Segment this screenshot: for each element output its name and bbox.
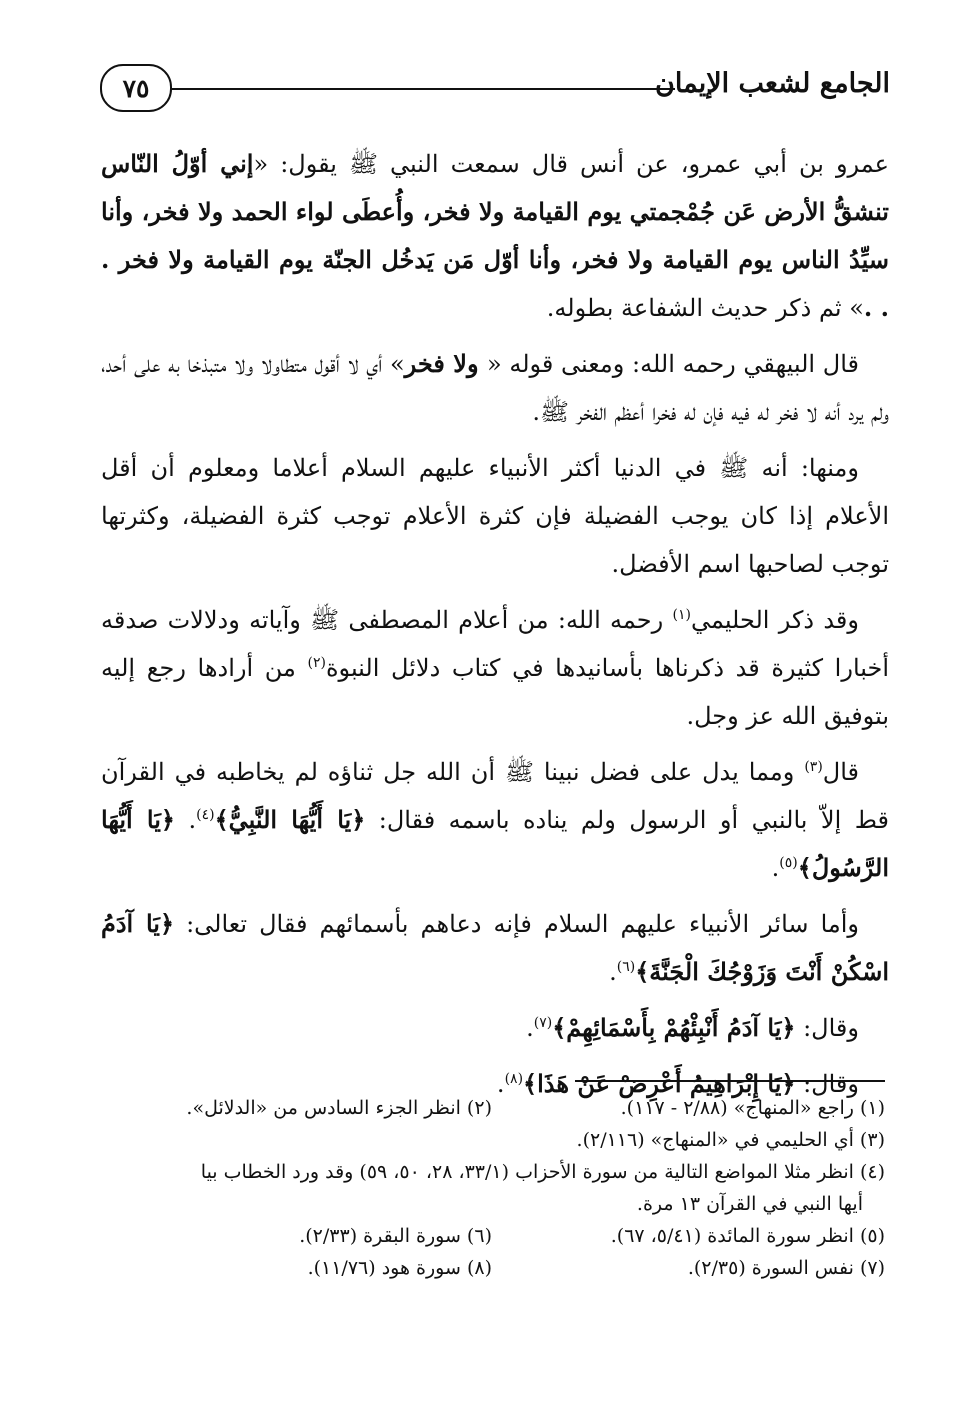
p6-end: . — [609, 958, 617, 986]
footnote-row-1 — [99, 1092, 885, 1124]
footnote-4-continued: أيها النبي في القرآن ١٣ مرة. — [636, 1193, 863, 1215]
p6-intro: وأما سائر الأنبياء عليهم السلام فإنه دعاهم بأسمائهم فقال تعالى: — [174, 910, 859, 938]
p4-end: من أرادها رجع إليه بتوفيق الله عز وجل. — [101, 654, 889, 730]
footnote-ref-4[interactable]: (٤) — [196, 807, 215, 823]
footnote-ref-3[interactable]: (٣) — [804, 759, 823, 775]
paragraph-4 — [101, 596, 889, 740]
footnote-1: (١) راجع «المنهاج» (٢/٨٨ - ١١٧). — [620, 1097, 885, 1119]
footnote-ref-6[interactable]: (٦) — [616, 959, 636, 975]
footnote-row-4 — [99, 1252, 885, 1284]
quran-verse-1: ﴿يَا أَيُّهَا النَّبِيُّ﴾ — [214, 805, 366, 834]
p1-intro: عمرو بن أبي عمرو، عن أنس قال سمعت النبي ﷺ يقول: « — [253, 150, 889, 178]
p3-text: ومنها: أنه ﷺ في الدنيا أكثر الأنبياء عليهم السلام أعلاما ومعلوم أن أقل الأعلام إذا كان يوجب الفضيلة فإن كثرة الأعلام توجب كثرة الفضيلة، وكثرتها توجب لصاحبها اسم الأفضل. — [101, 454, 889, 578]
quran-verse-4: ﴿يَا آدَمُ أَنْبِئْهُمْ بِأَسْمَائِهِمْ﴾ — [552, 1013, 796, 1042]
p5-end: . — [771, 854, 780, 882]
footnote-ref-5[interactable]: (٥) — [779, 855, 798, 871]
p7-intro: وقال: — [795, 1014, 859, 1042]
p4-intro: وقد ذكر الحليمي — [690, 606, 859, 634]
paragraph-2 — [101, 340, 889, 436]
footnotes — [99, 1092, 885, 1284]
paragraph-1 — [101, 140, 889, 332]
footnote-3: (٣) أي الحليمي في «المنهاج» (٢/١١٦). — [576, 1129, 885, 1151]
footnote-7: (٧) نفس السورة (٢/٣٥). — [687, 1257, 885, 1279]
p2-rest: » أي لا أقول متطاولا ولا متبذخا به على أحد، ولم يرد أنه لا فخر له فيه فإن له فخرا أعظم الفخر ﷺ. — [101, 350, 889, 426]
p1-outro: » ثم ذكر حديث الشفاعة بطوله. — [546, 294, 864, 322]
footnote-row-3 — [99, 1220, 885, 1252]
footnote-2: (٢) انظر الجزء السادس من «الدلائل». — [186, 1097, 492, 1119]
header-rule — [170, 88, 675, 90]
paragraph-6 — [101, 900, 889, 996]
footnote-separator — [575, 1080, 885, 1082]
paragraph-7 — [101, 1004, 889, 1052]
p8-intro: وقال: — [795, 1070, 859, 1098]
footnote-6: (٦) سورة البقرة (٢/٣٣). — [299, 1225, 492, 1247]
footnote-ref-1[interactable]: (١) — [672, 607, 691, 623]
running-title: الجامع لشعب الإيمان — [655, 68, 890, 99]
paragraph-3 — [101, 444, 889, 588]
p5-middle: ومما يدل على فضل نبينا ﷺ أن الله جل ثناؤه لم يخاطبه في القرآن قط إلاّ بالنبي أو الرسول ولم يناده باسمه فقال: — [101, 758, 889, 834]
p1-hadith: إني أوّلُ النّاس تنشقُّ الأرض عَن جُمْجمتي يوم القيامة ولا فخر، وأُعطَى لواء الحمد ولا فخر، وأنا سيِّدُ الناس يوم القيامة ولا فخر، وأنا أوّل مَن يَدخُل الجنّة يوم القيامة ولا فخر . . . — [101, 149, 889, 322]
footnote-ref-2[interactable]: (٢) — [307, 655, 326, 671]
p2-intro: قال البيهقي رحمه الله: ومعنى قوله « — [486, 350, 860, 378]
footnote-8: (٨) سورة هود (١١/٧٦). — [307, 1257, 492, 1279]
p4-middle: رحمه الله: من أعلام المصطفى ﷺ وآياته ودلالات صدقه أخبارا كثيرة قد ذكرناها بأسانيدها في كتاب دلائل النبوة — [101, 606, 889, 682]
p8-end: . — [496, 1070, 505, 1098]
p2-quote: ولا فخر — [404, 349, 487, 378]
p5-separator: . — [174, 806, 197, 834]
page-number-text: ٧٥ — [122, 73, 150, 103]
footnote-5: (٥) انظر سورة المائدة (٥/٤١، ٦٧). — [610, 1225, 885, 1247]
footnote-4: (٤) انظر مثلا المواضع التالية من سورة الأحزاب (٣٣/١، ٢٨، ٥٠، ٥٩) وقد ورد الخطاب بيا — [200, 1161, 885, 1183]
quran-verse-2: ﴿يَا أَيُّهَا الرَّسُولُ﴾ — [101, 805, 889, 882]
quran-verse-3: ﴿يَا آدَمُ اسْكُنْ أَنْتَ وَزَوْجُكَ الْجَنَّةَ﴾ — [101, 909, 889, 986]
footnote-ref-8[interactable]: (٨) — [504, 1071, 524, 1087]
main-text — [101, 140, 889, 1116]
footnote-ref-7[interactable]: (٧) — [533, 1015, 553, 1031]
page-header — [100, 58, 890, 118]
quran-verse-5: ﴿يَا إِبْرَاهِيمُ أَعْرِضْ عَنْ هَذَا﴾ — [523, 1069, 796, 1098]
p5-intro: قال — [822, 758, 860, 786]
p7-end: . — [526, 1014, 534, 1042]
paragraph-5 — [101, 748, 889, 892]
page-number — [100, 64, 172, 112]
